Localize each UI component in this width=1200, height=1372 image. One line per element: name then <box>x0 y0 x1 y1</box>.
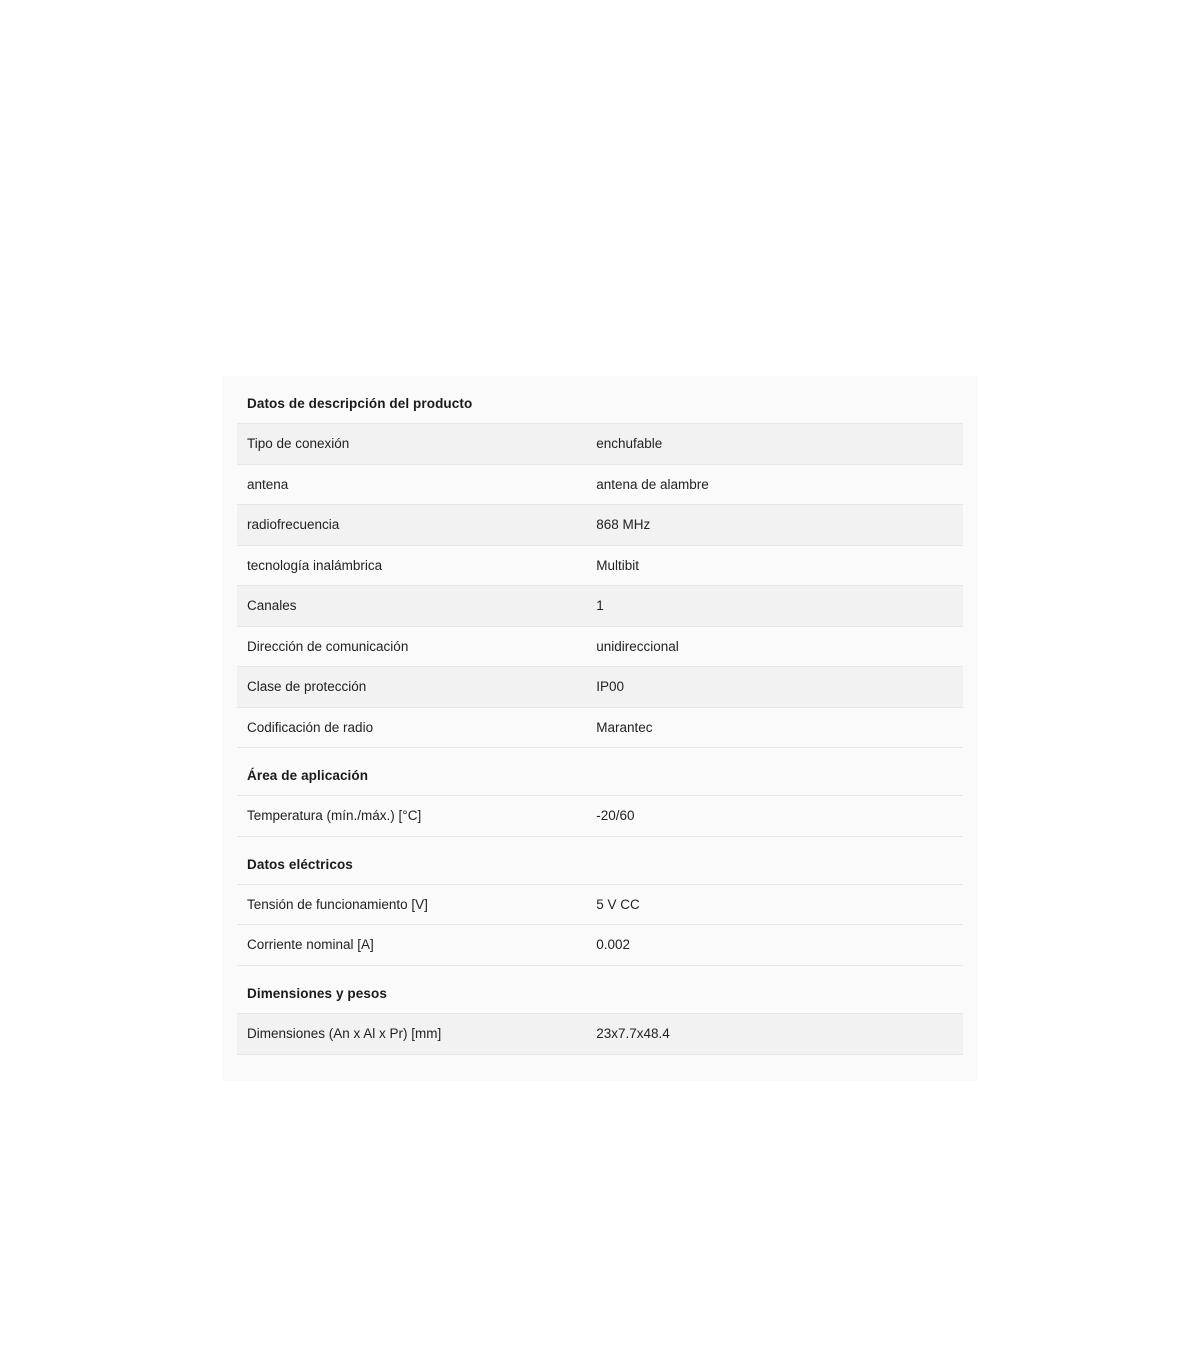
row-value: 23x7.7x48.4 <box>596 1026 670 1042</box>
row-label: Canales <box>247 598 297 614</box>
section-title: Dimensiones y pesos <box>247 986 387 1002</box>
table-row <box>237 586 963 627</box>
row-value: unidireccional <box>596 638 679 654</box>
table-row <box>237 667 963 708</box>
row-label: Clase de protección <box>247 679 367 695</box>
table-row <box>237 505 963 546</box>
row-value: enchufable <box>596 436 663 451</box>
specification-section <box>222 376 978 748</box>
row-value: 1 <box>596 598 604 614</box>
row-label: radiofrecuencia <box>247 517 340 533</box>
table-row <box>237 626 963 667</box>
row-label: Codificación de radio <box>247 719 374 735</box>
row-value: -20/60 <box>596 808 635 824</box>
row-value: IP00 <box>596 679 625 695</box>
row-label: Temperatura (mín./máx.) [°C] <box>247 808 422 824</box>
row-label: tecnología inalámbrica <box>247 557 383 573</box>
row-value: Marantec <box>596 719 653 735</box>
specification-table <box>237 423 963 748</box>
table-row <box>237 707 963 748</box>
row-value: Multibit <box>596 557 639 573</box>
row-label: Tipo de conexión <box>247 436 350 451</box>
specification-table <box>237 1013 963 1055</box>
specification-section <box>222 748 978 837</box>
section-title: Área de aplicación <box>247 768 369 784</box>
table-row <box>237 796 963 837</box>
product-specifications-panel <box>222 376 978 1081</box>
table-row <box>237 545 963 586</box>
row-label: antena <box>247 476 289 492</box>
row-value: 5 V CC <box>596 896 640 912</box>
section-title: Datos eléctricos <box>247 856 353 872</box>
specification-section <box>222 966 978 1055</box>
specification-table <box>237 795 963 837</box>
table-row <box>237 464 963 505</box>
row-label: Dirección de comunicación <box>247 638 409 654</box>
row-value: antena de alambre <box>596 476 709 492</box>
section-title: Datos de descripción del producto <box>247 396 473 411</box>
row-value: 0.002 <box>596 937 631 953</box>
table-row <box>237 1014 963 1055</box>
row-label: Tensión de funcionamiento [V] <box>247 896 428 912</box>
table-row <box>237 884 963 925</box>
row-value: 868 MHz <box>596 517 651 533</box>
specification-section <box>222 837 978 966</box>
table-row <box>237 925 963 966</box>
specification-table <box>237 884 963 966</box>
row-label: Dimensiones (An x Al x Pr) [mm] <box>247 1026 442 1042</box>
table-row <box>237 424 963 465</box>
row-label: Corriente nominal [A] <box>247 937 374 953</box>
